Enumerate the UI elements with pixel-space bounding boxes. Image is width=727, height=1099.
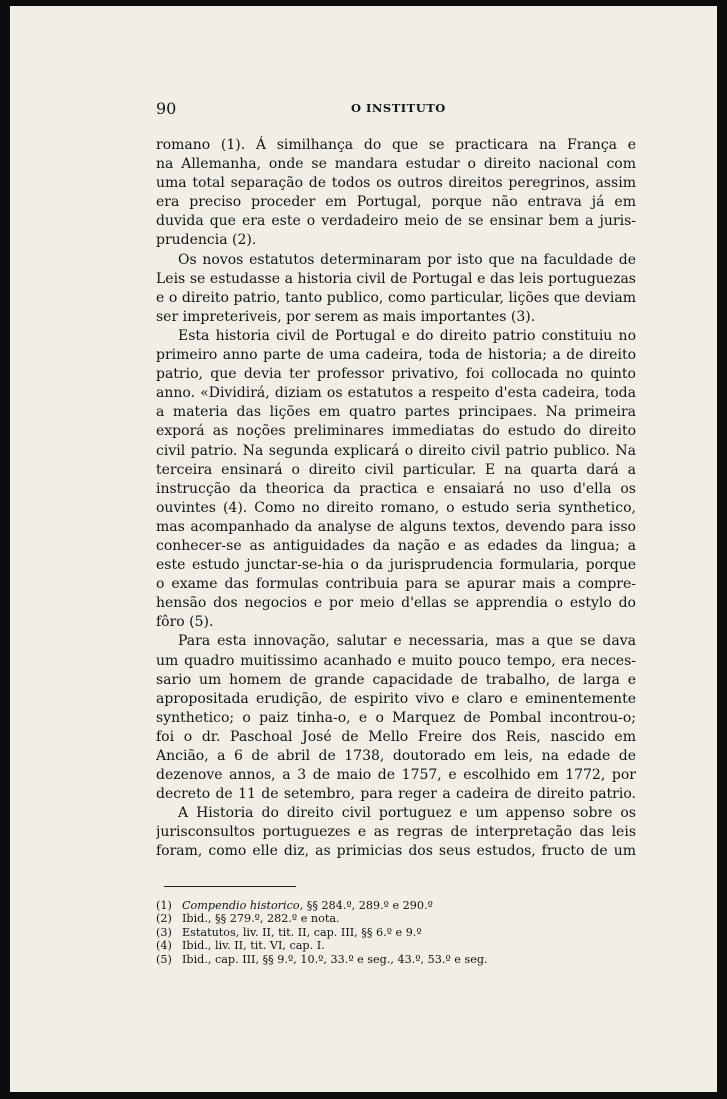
text-line: patrio, que devia ter professor privativo, foi collocada no quinto [156, 366, 636, 383]
text-line: synthetico; o paiz tinha-o, e o Marquez de Pombal incontrou-o; [156, 709, 636, 726]
page-header [156, 99, 636, 123]
footnote-label: (2) [156, 912, 172, 926]
text-line: duvida que era este o verdadeiro meio de se ensinar bem a juris- [156, 213, 636, 230]
text-line: Ancião, a 6 de abril de 1738, doutorado em leis, na edade de [156, 748, 636, 764]
footnote-text [182, 939, 325, 952]
text-line: dezenove annos, a 3 de maio de 1757, e escolhido em 1772, por [156, 767, 636, 784]
text-line: Esta historia civil de Portugal e do direito patrio constituiu no [178, 327, 636, 344]
text-line: mas acompanhado da analyse de alguns textos, devendo para isso [156, 518, 636, 535]
text-line: o exame das formulas contribuia para se apurar mais a compre- [156, 576, 636, 593]
footnote-reference: Ibid., §§ 279.º, 282.º e nota. [182, 912, 340, 926]
text-line: Leis se estudasse a historia civil de Portugal e das leis portuguezas [156, 270, 636, 287]
footnote-italic-title: Compendio historico, [182, 898, 304, 912]
text-line: este estudo junctar-se-hia o da jurisprudencia formularia, porque [156, 557, 636, 574]
body-text [156, 136, 636, 862]
text-line: e o direito patrio, tanto publico, como particular, lições que deviam [156, 289, 636, 306]
text-line: a materia das lições em quatro partes principaes. Na primeira [156, 404, 636, 421]
text-line: terceira ensinará o direito civil particular. E na quarta dará a [156, 461, 636, 478]
footnote-label: (1) [156, 898, 172, 912]
footnote-text [182, 953, 488, 966]
text-line: na Allemanha, onde se mandara estudar o direito nacional com [156, 156, 636, 173]
footnote-text [182, 912, 340, 925]
text-line: conhecer-se as antiguidades da nação e as edades da lingua; a [156, 537, 636, 554]
text-line: instrucção da theorica da practica e ensaiará no uso d'ella os [156, 480, 636, 497]
text-line: A Historia do direito civil portuguez e um appenso sobre os [178, 805, 636, 822]
text-line: Os novos estatutos determinaram por isto que na faculdade de [178, 251, 636, 268]
text-line: primeiro anno parte de uma cadeira, toda de historia; a de direito [156, 347, 636, 364]
text-line: hensão dos negocios e por meio d'ellas se apprendia o estylo do [156, 595, 636, 612]
text-line: Para esta innovação, salutar e necessaria, mas a que se dava [178, 633, 636, 650]
footnote-text [182, 899, 433, 912]
text-block [156, 99, 636, 967]
footnote [156, 952, 636, 967]
page-number: 90 [156, 99, 177, 118]
footnote-separator [164, 886, 296, 887]
text-line: fôro (5). [156, 614, 214, 631]
text-line: prudencia (2). [156, 232, 257, 249]
running-title: O INSTITUTO [351, 101, 446, 115]
text-line: decreto de 11 de setembro, para reger a cadeira de direito patrio. [156, 786, 636, 803]
footnotes [156, 898, 636, 967]
text-line: era preciso proceder em Portugal, porque não entrava já em [156, 194, 636, 211]
text-line: ser impreteriveis, por serem as mais importantes (3). [156, 308, 536, 325]
footnote-label: (5) [156, 952, 172, 966]
footnote [156, 925, 636, 940]
text-line: um quadro muitissimo acanhado e muito pouco tempo, era neces- [156, 652, 636, 669]
footnote-label: (4) [156, 939, 172, 953]
footnote [156, 898, 636, 913]
text-line: uma total separação de todos os outros direitos peregrinos, assim [156, 175, 636, 192]
text-line: sario um homem de grande capacidade de trabalho, de larga e [156, 671, 636, 688]
text-line: anno. «Dividirá, diziam os estatutos a respeito d'esta cadeira, toda [156, 385, 636, 402]
footnote-label: (3) [156, 925, 172, 939]
text-line: exporá as noções preliminares immediatas do estudo do direito [156, 423, 636, 440]
footnote [156, 912, 636, 926]
text-line: romano (1). Á similhança do que se practicara na França e [156, 137, 636, 153]
footnote [156, 939, 636, 953]
footnote-reference: Estatutos, liv. II, tit. II, cap. III, §§ 6.º e 9.º [182, 925, 422, 939]
footnote-reference: Ibid., cap. III, §§ 9.º, 10.º, 33.º e seg., 43.º, 53.º e seg. [182, 952, 488, 966]
text-line: apropositada erudição, de espirito vivo e claro e eminentemente [156, 690, 636, 707]
text-line: ouvintes (4). Como no direito romano, o estudo seria synthetico, [156, 499, 636, 516]
text-line: jurisconsultos portuguezes e as regras de interpretação das leis [156, 824, 636, 841]
footnote-reference: §§ 284.º, 289.º e 290.º [303, 898, 433, 912]
text-line: foram, como elle diz, as primicias dos seus estudos, fructo de um [156, 843, 636, 860]
text-line: civil patrio. Na segunda explicará o direito civil patrio publico. Na [156, 442, 636, 459]
footnote-reference: Ibid., liv. II, tit. VI, cap. I. [182, 939, 325, 953]
footnote-text [182, 926, 422, 939]
text-line: foi o dr. Paschoal José de Mello Freire dos Reis, nascido em [156, 728, 636, 745]
book-page [10, 6, 717, 1092]
